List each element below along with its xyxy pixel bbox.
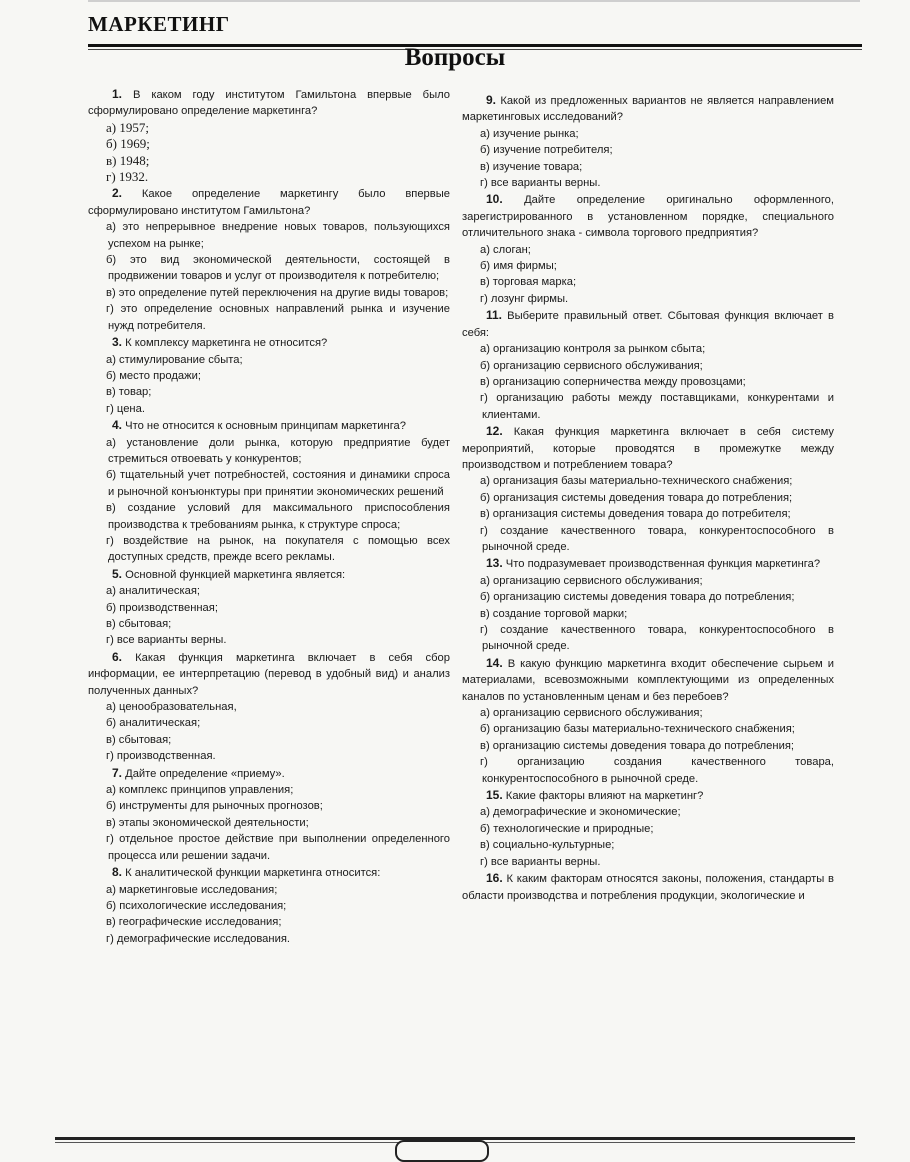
answer-option: б) имя фирмы;: [480, 260, 557, 273]
answer-option: в) 1948;: [106, 152, 150, 168]
answer-option: в) этапы экономической деятельности;: [106, 816, 309, 829]
question: [462, 787, 834, 804]
question-number: 13.: [486, 556, 503, 571]
question-number: 11.: [486, 308, 503, 323]
page-title: Вопросы: [404, 44, 506, 71]
question-number: 12.: [486, 424, 503, 439]
question: [462, 191, 834, 241]
answer-option: б) аналитическая;: [106, 717, 201, 730]
top-edge-line: [88, 0, 860, 2]
question: [462, 307, 834, 341]
question-text: Какая функция маркетинга включает в себя систему мероприятий, которые проводятся в промежутке между производством и потреблением товара?: [462, 426, 834, 471]
answer-option: а) организация базы материально-технического снабжения;: [480, 475, 793, 488]
answer-option: в) товар;: [106, 386, 152, 399]
answer-option: в) сбытовая;: [106, 733, 172, 746]
question-number: 5.: [112, 566, 123, 581]
question: [88, 864, 450, 881]
question-text: К каким факторам относятся законы, положения, стандарты в области производства и потребления продукции, экологические и: [462, 873, 834, 902]
question-text: Что не относится к основным принципам маркетинга?: [122, 420, 406, 433]
question-text: В какую функцию маркетинга входит обеспечение сырьем и материалами, всевозможными комплектующими из определенных каналов по установленным ценам и без перебоев?: [462, 657, 834, 703]
answer-option: б) организацию базы материально-технического снабжения;: [480, 723, 795, 736]
answer-option: а) организацию контроля за рынком сбыта;: [480, 343, 706, 356]
answer-option: г) 1932.: [106, 169, 149, 185]
right-column: [462, 92, 834, 904]
answer-option: б) тщательный учет потребностей, состояния и динамики спроса и рыночной конъюнктуры при принятии экономических решений: [106, 469, 450, 498]
question-text: Какой из предложенных вариантов не является направлением маркетинговых исследований?: [462, 95, 834, 124]
answer-option: а) слоган;: [480, 243, 531, 256]
question-text: Выберите правильный ответ. Сбытовая функция включает в себя:: [462, 310, 834, 339]
answer-option: а) 1957;: [106, 119, 149, 135]
question: [88, 86, 450, 120]
answer-option: б) психологические исследования;: [106, 899, 287, 912]
question: [88, 765, 450, 782]
question-text: Что подразумевает производственная функция маркетинга?: [502, 558, 821, 571]
question-number: 9.: [486, 93, 497, 107]
question: [462, 655, 834, 705]
question-text: К аналитической функции маркетинга относится:: [122, 867, 381, 880]
answer-option: а) демографические и экономические;: [480, 806, 681, 819]
answer-option: б) это вид экономической деятельности, состоящей в продвижении товаров и услуг от производителя к потребителю;: [106, 254, 450, 283]
answer-option: г) производственная.: [106, 750, 216, 763]
answer-option: а) это непрерывное внедрение новых товаров, пользующихся успехом на рынке;: [106, 221, 450, 250]
question-number: 1.: [112, 87, 123, 101]
answer-option: а) организацию сервисного обслуживания;: [480, 574, 703, 587]
answer-option: в) создание условий для максимального приспособления производства к требованиям рынка, к структуре спроса;: [106, 502, 450, 531]
answer-option: г) воздействие на рынок, на покупателя с помощью всех доступных средств, прежде всего рекламы.: [106, 534, 450, 564]
answer-option: б) организация системы доведения товара до потребления;: [480, 491, 793, 504]
question-number: 2.: [112, 186, 123, 201]
answer-option: г) организацию создания качественного товара, конкурентоспособного в рыночной среде.: [480, 756, 834, 785]
answer-option: б) организацию системы доведения товара до потребления;: [480, 591, 795, 604]
question: [88, 417, 450, 434]
question: [88, 185, 450, 219]
answer-option: г) отдельное простое действие при выполнении определенного процесса или решении задачи.: [106, 833, 450, 862]
question-text: Дайте определение оригинально оформленного, зарегистрированного в установленном порядке, специального отличительного знака - символа торгового предприятия?: [462, 194, 834, 240]
answer-option: г) это определение основных направлений рынка и изучение нужд потребителя.: [106, 303, 450, 332]
question-number: 8.: [112, 865, 123, 880]
answer-option: в) изучение товара;: [480, 160, 583, 173]
answer-option: в) это определение путей переключения на другие виды товаров;: [106, 286, 449, 299]
answer-option: в) организацию соперничества между провозцами;: [480, 375, 746, 388]
running-header: МАРКЕТИНГ: [88, 12, 230, 36]
answer-option: г) лозунг фирмы.: [480, 292, 569, 305]
answer-option: в) торговая марка;: [480, 276, 577, 289]
question-number: 16.: [486, 871, 503, 886]
answer-option: г) организацию работы между поставщиками, конкурентами и клиентами.: [480, 392, 834, 421]
answer-option: в) сбытовая;: [106, 618, 172, 630]
question-text: Основной функцией маркетинга является:: [122, 568, 346, 581]
footer-ornament: [395, 1140, 489, 1162]
answer-option: г) создание качественного товара, конкурентоспособного в рыночной среде.: [480, 624, 834, 653]
answer-option: г) все варианты верны.: [480, 177, 601, 190]
question: [462, 870, 834, 904]
answer-option: б) инструменты для рыночных прогнозов;: [106, 800, 323, 813]
answer-option: в) организацию системы доведения товара до потребления;: [480, 739, 794, 752]
question-number: 15.: [486, 788, 503, 803]
question: [462, 92, 834, 126]
answer-option: г) создание качественного товара, конкурентоспособного в рыночной среде.: [480, 524, 834, 553]
question-number: 3.: [112, 335, 123, 350]
answer-option: а) маркетинговые исследования;: [106, 883, 278, 896]
answer-option: в) географические исследования;: [106, 916, 282, 929]
answer-option: а) комплекс принципов управления;: [106, 784, 294, 797]
question: [462, 423, 834, 473]
answer-option: б) производственная;: [106, 601, 218, 614]
answer-option: г) цена.: [106, 402, 145, 415]
answer-option: г) демографические исследования.: [106, 932, 290, 945]
answer-option: б) 1969;: [106, 136, 150, 152]
answer-option: в) организация системы доведения товара до потребителя;: [480, 508, 791, 521]
question-number: 14.: [486, 655, 503, 670]
question-text: Какое определение маркетингу было впервые сформулировано институтом Гамильтона?: [88, 188, 450, 217]
question-text: Какая функция маркетинга включает в себя сбор информации, ее интерпретацию (перевод в удобный вид) и анализ полученных данных?: [88, 651, 450, 697]
answer-option: б) организацию сервисного обслуживания;: [480, 359, 703, 372]
question: [88, 649, 450, 699]
answer-option: а) организацию сервисного обслуживания;: [480, 707, 703, 720]
left-column: [88, 86, 450, 947]
answer-option: б) изучение потребителя;: [480, 144, 613, 157]
question: [88, 334, 450, 351]
answer-option: а) ценообразовательная,: [106, 701, 237, 714]
question-text: К комплексу маркетинга не относится?: [122, 337, 328, 350]
answer-option: г) все варианты верны.: [106, 634, 227, 647]
answer-option: а) стимулирование сбыта;: [106, 353, 243, 366]
answer-option: г) все варианты верны.: [480, 855, 601, 868]
answer-option: а) аналитическая;: [106, 585, 201, 598]
answer-option: б) технологические и природные;: [480, 822, 654, 835]
answer-option: в) социально-культурные;: [480, 839, 615, 852]
answer-option: б) место продажи;: [106, 369, 201, 382]
question: [462, 555, 834, 572]
question-text: Какие факторы влияют на маркетинг?: [502, 790, 704, 803]
question-text: Дайте определение «приему».: [122, 767, 285, 780]
answer-option: в) создание торговой марки;: [480, 607, 628, 620]
answer-option: а) установление доли рынка, которую предприятие будет стремиться отвоевать у конкурентов;: [106, 436, 450, 465]
question-text: В каком году институтом Гамильтона впервые было сформулировано определение маркетинга?: [88, 89, 450, 118]
question-number: 4.: [112, 418, 123, 433]
question-number: 7.: [112, 765, 123, 780]
question-number: 10.: [486, 192, 503, 207]
question-number: 6.: [112, 649, 123, 664]
answer-option: а) изучение рынка;: [480, 127, 579, 140]
question: [88, 566, 450, 583]
